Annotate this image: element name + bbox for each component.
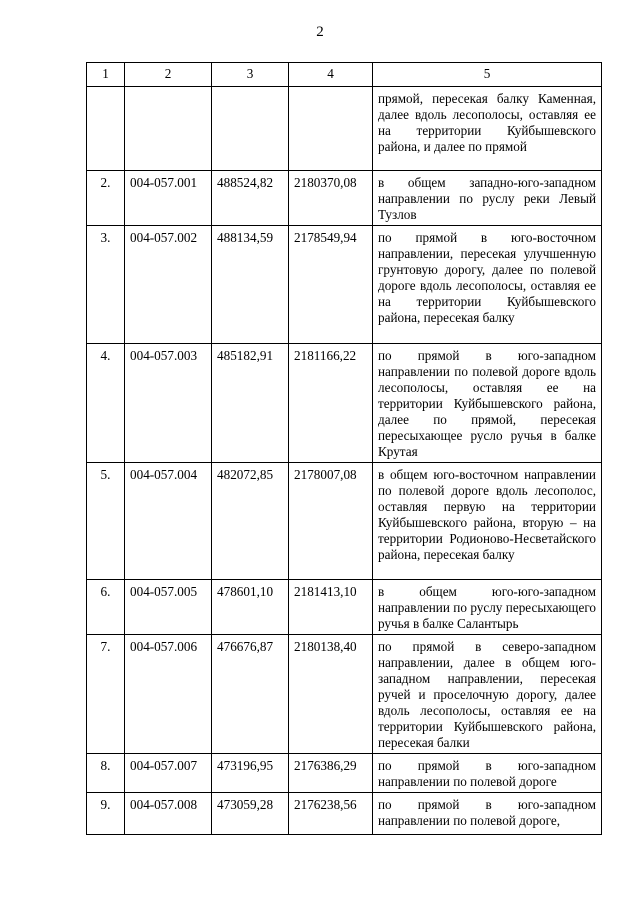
point-code-cell: 004-057.007 <box>125 754 212 793</box>
x-coordinate-cell: 473196,95 <box>212 754 289 793</box>
y-coordinate-cell: 2181166,22 <box>289 344 373 463</box>
description-cell: в общем западно-юго-западном направлении по руслу реки Левый Тузлов <box>373 171 602 226</box>
header-cell-2: 2 <box>125 63 212 87</box>
table-header-row <box>87 63 602 87</box>
y-coordinate-cell: 2181413,10 <box>289 580 373 635</box>
point-code-cell: 004-057.002 <box>125 226 212 344</box>
table-row <box>87 87 602 171</box>
x-coordinate-cell: 485182,91 <box>212 344 289 463</box>
y-coordinate-cell: 2176386,29 <box>289 754 373 793</box>
point-code-cell: 004-057.003 <box>125 344 212 463</box>
description-cell: по прямой в юго-западном направлении по полевой дороге вдоль лесополосы, оставляя ее на территории Куйбышевского района, далее по прямой, пересекая пересыхающее русло ручья в балке Крутая <box>373 344 602 463</box>
table-row <box>87 580 602 635</box>
point-code-cell: 004-057.008 <box>125 793 212 835</box>
table-row <box>87 635 602 754</box>
table-row <box>87 344 602 463</box>
y-coordinate-cell: 2176238,56 <box>289 793 373 835</box>
description-cell: по прямой в северо-западном направлении, далее в общем югозападном направлении, пересекая ручей и проселочную дорогу, далее вдоль лесополосы, оставляя ее на территории Куйбышевского района, пересекая балки <box>373 635 602 754</box>
x-coordinate-cell <box>212 87 289 171</box>
header-cell-3: 3 <box>212 63 289 87</box>
y-coordinate-cell: 2178549,94 <box>289 226 373 344</box>
table-row <box>87 463 602 580</box>
row-number-cell: 3. <box>87 226 125 344</box>
table-row <box>87 754 602 793</box>
x-coordinate-cell: 473059,28 <box>212 793 289 835</box>
header-cell-4: 4 <box>289 63 373 87</box>
y-coordinate-cell: 2180138,40 <box>289 635 373 754</box>
table-row <box>87 171 602 226</box>
row-number-cell: 7. <box>87 635 125 754</box>
x-coordinate-cell: 488524,82 <box>212 171 289 226</box>
row-number-cell: 6. <box>87 580 125 635</box>
boundary-description-table <box>86 62 602 835</box>
point-code-cell: 004-057.001 <box>125 171 212 226</box>
row-number-cell <box>87 87 125 171</box>
description-cell: в общем юго-юго-западном направлении по руслу пересыхающего ручья в балке Салантырь <box>373 580 602 635</box>
y-coordinate-cell: 2180370,08 <box>289 171 373 226</box>
x-coordinate-cell: 478601,10 <box>212 580 289 635</box>
description-cell: по прямой в юго-западном направлении по полевой дороге, <box>373 793 602 835</box>
x-coordinate-cell: 482072,85 <box>212 463 289 580</box>
y-coordinate-cell <box>289 87 373 171</box>
point-code-cell: 004-057.005 <box>125 580 212 635</box>
point-code-cell: 004-057.004 <box>125 463 212 580</box>
row-number-cell: 4. <box>87 344 125 463</box>
table-row <box>87 793 602 835</box>
row-number-cell: 8. <box>87 754 125 793</box>
row-number-cell: 2. <box>87 171 125 226</box>
header-cell-1: 1 <box>87 63 125 87</box>
x-coordinate-cell: 476676,87 <box>212 635 289 754</box>
row-number-cell: 5. <box>87 463 125 580</box>
description-cell: по прямой в юго-западном направлении по полевой дороге <box>373 754 602 793</box>
description-cell: в общем юго-восточном направлении по полевой дороге вдоль лесополос, оставляя первую на территории Куйбышевского района, вторую – на территории Родионово-Несветайского района, пересекая балку <box>373 463 602 580</box>
point-code-cell <box>125 87 212 171</box>
page-number: 2 <box>316 24 324 40</box>
row-number-cell: 9. <box>87 793 125 835</box>
point-code-cell: 004-057.006 <box>125 635 212 754</box>
y-coordinate-cell: 2178007,08 <box>289 463 373 580</box>
description-cell: прямой, пересекая балку Каменная, далее вдоль лесополосы, оставляя ее на территории Куйбышевского района, и далее по прямой <box>373 87 602 171</box>
header-cell-5: 5 <box>373 63 602 87</box>
description-cell: по прямой в юго-восточном направлении, пересекая улучшенную грунтовую дорогу, далее по полевой дороге вдоль лесополосы, оставляя ее на территории Куйбышевского района, пересекая балку <box>373 226 602 344</box>
x-coordinate-cell: 488134,59 <box>212 226 289 344</box>
table-row <box>87 226 602 344</box>
